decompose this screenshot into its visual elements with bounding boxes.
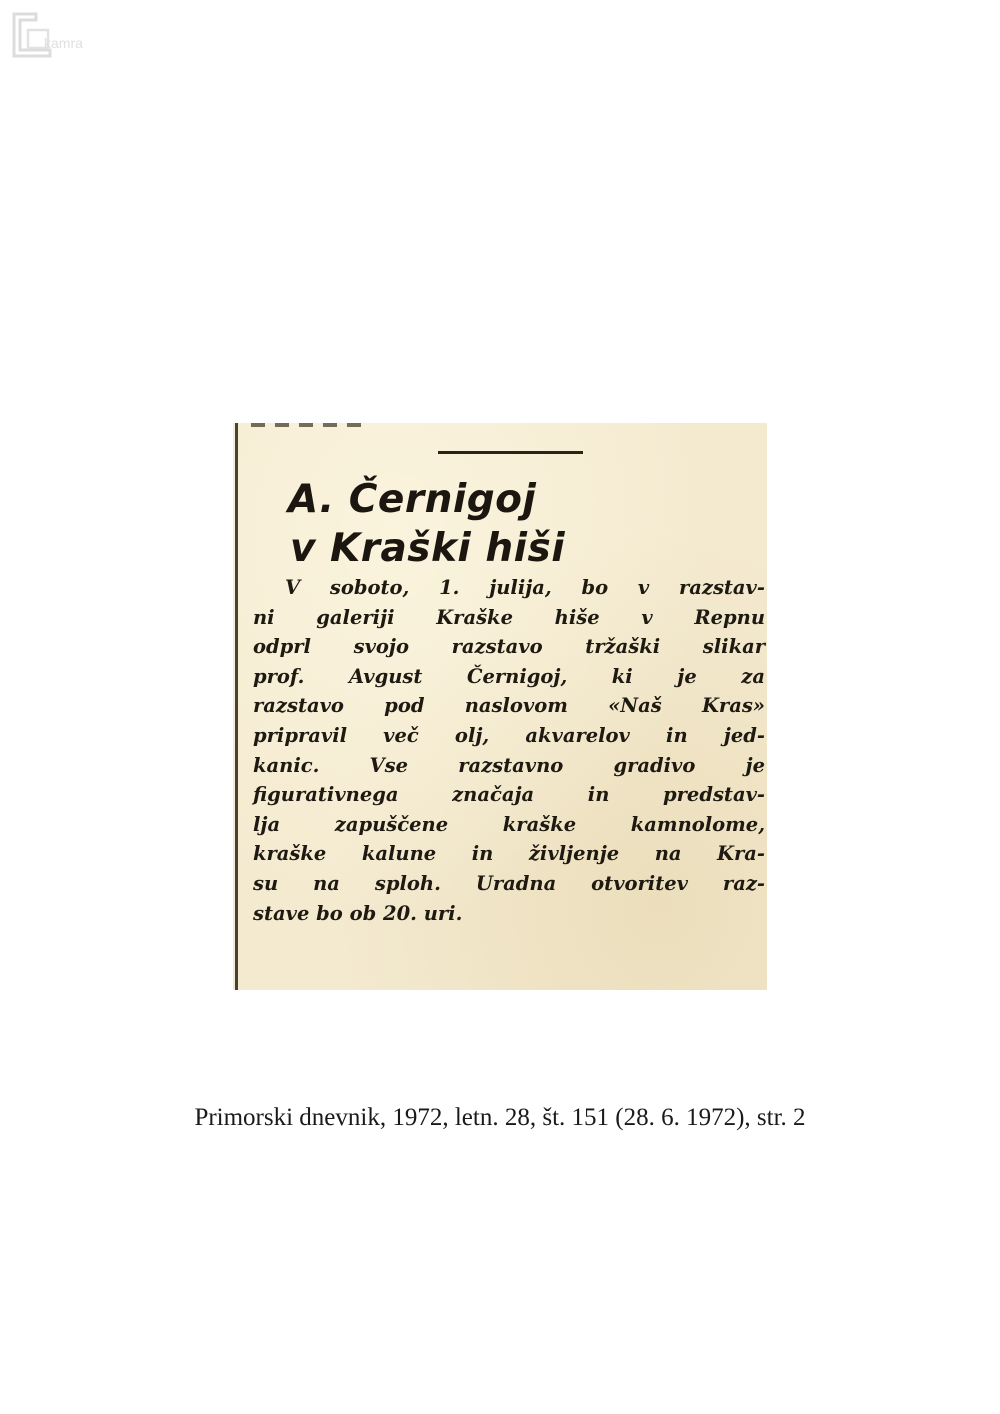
headline-line-2: v Kraški hiši	[290, 526, 566, 571]
article-body	[253, 573, 765, 928]
body-line: figurativnega značaja in predstav-	[253, 783, 765, 807]
body-line: V soboto, 1. julija, bo v razstav-	[285, 576, 765, 599]
body-line: ni galeriji Kraške hiše v Repnu	[253, 605, 765, 629]
body-line: stave bo ob 20. uri.	[253, 901, 463, 925]
clipping-separator-rule	[438, 451, 583, 454]
kamra-logo-icon	[10, 10, 120, 62]
source-caption: Primorski dnevnik, 1972, letn. 28, št. 151 (28. 6. 1972), str. 2	[194, 1104, 806, 1131]
article-headline	[288, 475, 565, 573]
body-line: su na sploh. Uradna otvoritev raz-	[253, 871, 765, 895]
body-line: lja zapuščene kraške kamnolome,	[253, 812, 765, 836]
body-line: kraške kalune in življenje na Kra-	[253, 842, 765, 866]
body-line: kanic. Vse razstavno gradivo je	[253, 753, 765, 777]
watermark-text: kamra	[44, 35, 83, 51]
kamra-watermark-logo	[10, 10, 120, 62]
clipping-top-remnant	[251, 423, 371, 427]
body-line: razstavo pod naslovom «Naš Kras»	[253, 694, 765, 718]
body-line: pripravil več olj, akvarelov in jed-	[253, 723, 765, 747]
body-line: prof. Avgust Černigoj, ki je za	[253, 664, 765, 688]
newspaper-clipping	[233, 423, 767, 990]
headline-line-1: A. Černigoj	[288, 477, 537, 522]
body-line: odprl svojo razstavo tržaški slikar	[253, 635, 765, 659]
clipping-column-rule	[235, 423, 238, 990]
